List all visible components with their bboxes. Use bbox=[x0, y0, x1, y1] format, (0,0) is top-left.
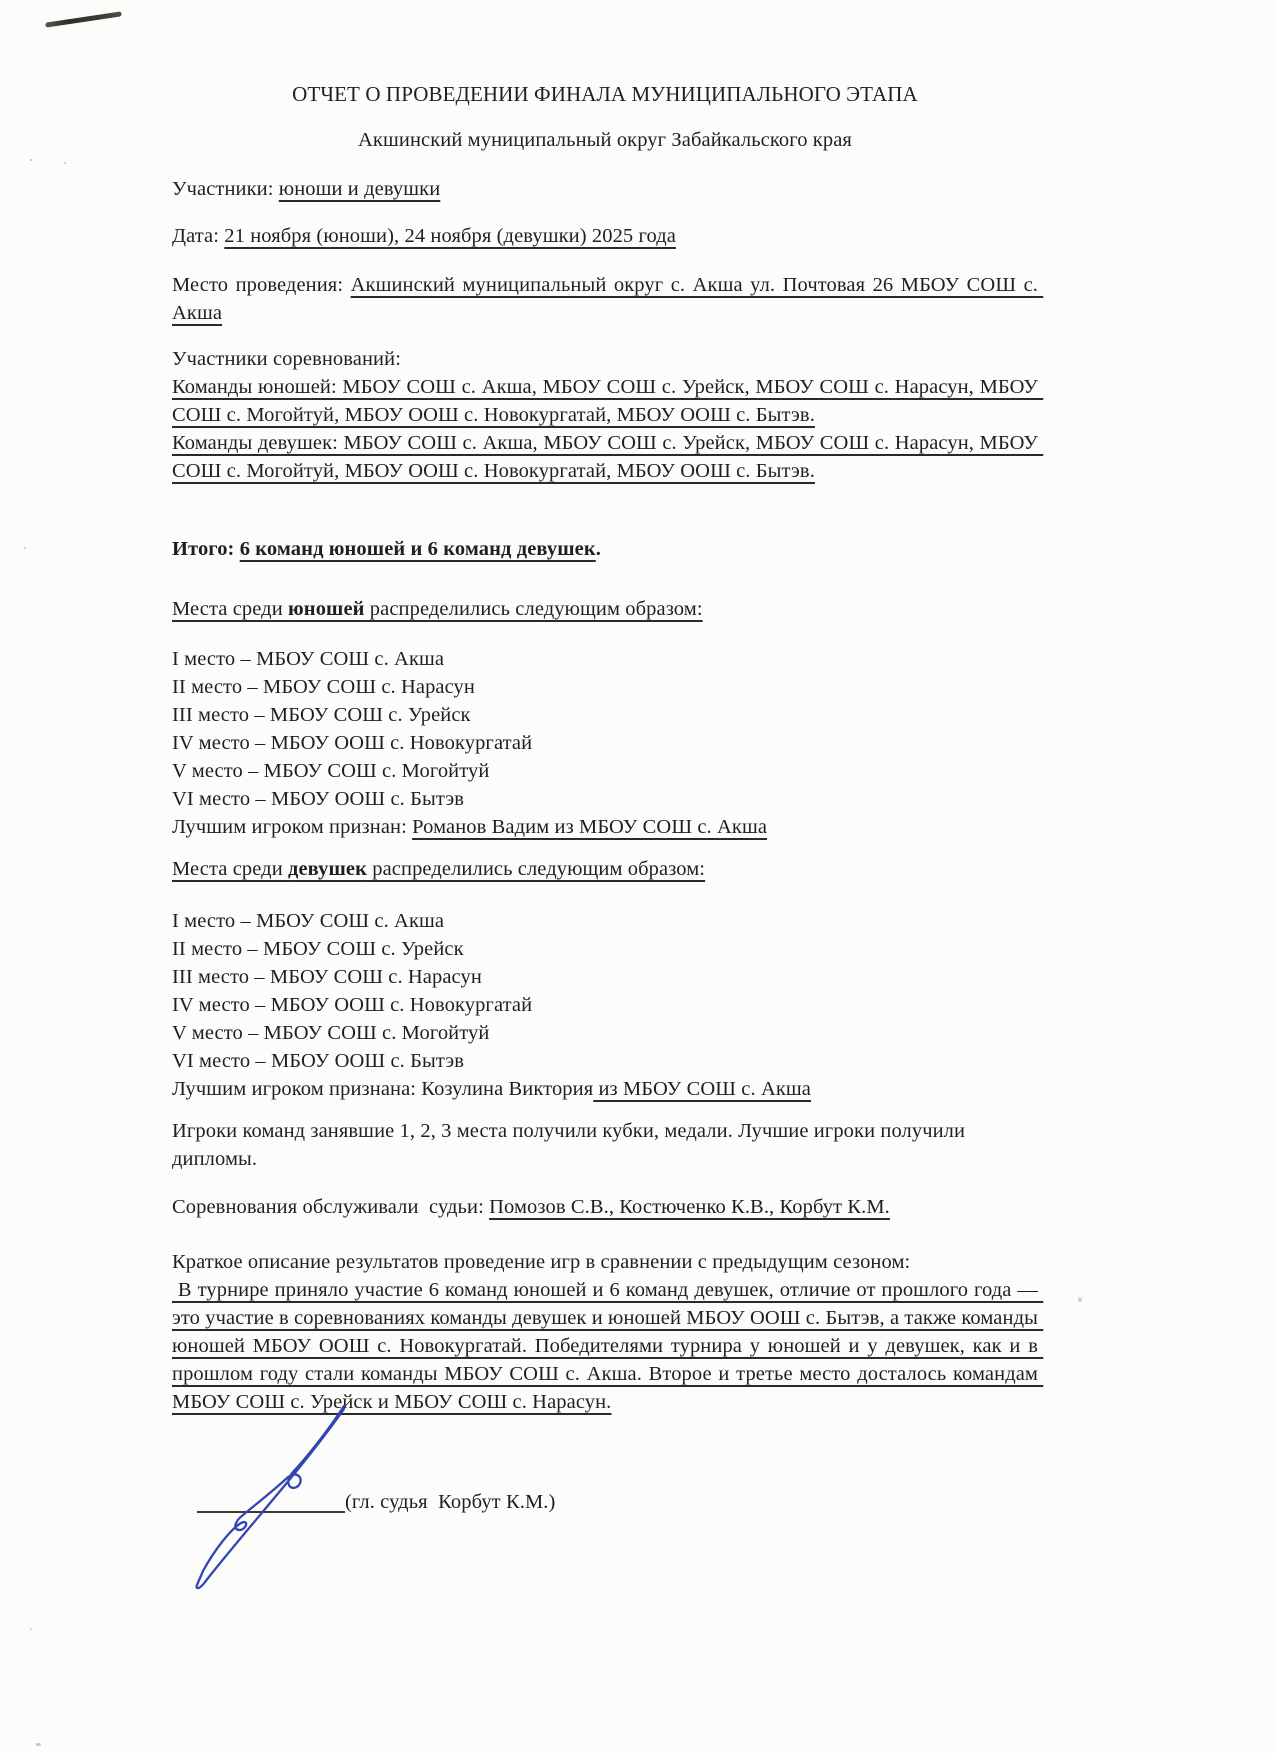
text-run: Акшинский муниципальный округ с. Акша ул. Почтовая 26 МБОУ СОШ с. Акша bbox=[172, 274, 1044, 324]
place-line: V место – МБОУ СОШ с. Могойтуй bbox=[172, 760, 490, 782]
date-line bbox=[172, 222, 1038, 250]
scan-speck bbox=[30, 1628, 32, 1630]
girls-best-player-line bbox=[172, 1075, 1038, 1103]
boys-places-list bbox=[172, 645, 1038, 813]
text-run: Участники: bbox=[172, 178, 279, 200]
text-run: Итого: bbox=[172, 538, 240, 560]
venue-line bbox=[172, 271, 1044, 327]
place-line: III место – МБОУ СОШ с. Нарасун bbox=[172, 966, 482, 988]
summary-text bbox=[172, 1276, 1044, 1416]
document-body bbox=[172, 80, 1044, 1516]
text-run: . bbox=[595, 538, 601, 560]
place-line: II место – МБОУ СОШ с. Нарасун bbox=[172, 676, 475, 698]
text-run: Лучшим игроком признан: bbox=[172, 816, 413, 838]
text-run: Команды юношей: МБОУ СОШ с. Акша, МБОУ СОШ с. Урейск, МБОУ СОШ с. Нарасун, МБОУ СОШ с. Могойтуй, МБОУ ООШ с. Новокургатай, МБОУ ООШ с. Бытэв. bbox=[172, 376, 1044, 426]
teams-header bbox=[172, 345, 1038, 373]
text-run: Лучшим игроком признана: Козулина Виктория bbox=[172, 1078, 594, 1100]
text-run: Игроки команд занявшие 1, 2, 3 места получили кубки, медали. Лучшие игроки получили дипломы. bbox=[172, 1120, 971, 1170]
place-line: II место – МБОУ СОШ с. Урейск bbox=[172, 938, 464, 960]
text-run: Соревнования обслуживали судьи: bbox=[172, 1196, 490, 1218]
place-line: IV место – МБОУ ООШ с. Новокургатай bbox=[172, 994, 533, 1016]
signature-label: (гл. судья Корбут К.М.) bbox=[345, 1491, 556, 1513]
text-run: девушек bbox=[288, 858, 368, 880]
place-line: I место – МБОУ СОШ с. Акша bbox=[172, 648, 445, 670]
pen-mark bbox=[45, 11, 122, 27]
teams-girls-line bbox=[172, 429, 1044, 485]
text-run: Помозов С.В., Костюченко К.В., Корбут К.М. bbox=[489, 1196, 890, 1218]
signature-underscore bbox=[197, 1511, 345, 1513]
text-run: распределились следующим образом: bbox=[364, 598, 703, 620]
text-run: Краткое описание результатов проведение игр в сравнении с предыдущим сезоном: bbox=[172, 1251, 911, 1273]
scan-speck bbox=[1078, 1297, 1082, 1302]
place-line: I место – МБОУ СОШ с. Акша bbox=[172, 910, 445, 932]
place-line: VI место – МБОУ ООШ с. Бытэв bbox=[172, 1050, 465, 1072]
total-line bbox=[172, 535, 1038, 563]
text-run: В турнире приняло участие 6 команд юношей и 6 команд девушек, отличие от прошлого года — это участие в соревнованиях команды девушек и юношей МБОУ ООШ с. Бытэв, а также команды юношей МБОУ ООШ с. Новокургатай. Победителями турнира у юношей и у девушек, как и в прошлом году стали команды МБОУ СОШ с. Акша. Второе и третье место досталось командам МБОУ СОШ с. Урейск и МБОУ СОШ с. Нарасун. bbox=[172, 1279, 1044, 1413]
text-run: Романов Вадим из МБОУ СОШ с. Акша bbox=[412, 816, 768, 838]
teams-boys-line bbox=[172, 373, 1044, 429]
text-run: Участники соревнований: bbox=[172, 348, 401, 370]
participants-line bbox=[172, 175, 1038, 203]
scan-speck bbox=[64, 162, 66, 164]
boys-best-player-line bbox=[172, 813, 1038, 841]
scan-speck bbox=[30, 159, 32, 161]
text-run: 6 команд юношей и 6 команд девушек bbox=[239, 538, 596, 560]
summary-header bbox=[172, 1248, 1038, 1276]
signature-row bbox=[172, 1488, 1038, 1516]
text-run: Дата: bbox=[172, 225, 225, 247]
boys-places-header bbox=[172, 595, 1038, 623]
text-run: из МБОУ СОШ с. Акша bbox=[593, 1078, 812, 1100]
awards-line bbox=[172, 1117, 1038, 1173]
document-title: ОТЧЕТ О ПРОВЕДЕНИИ ФИНАЛА МУНИЦИПАЛЬНОГО ЭТАПА bbox=[292, 82, 918, 106]
text-run: Команды девушек: МБОУ СОШ с. Акша, МБОУ СОШ с. Урейск, МБОУ СОШ с. Нарасун, МБОУ СОШ с. Могойтуй, МБОУ ООШ с. Новокургатай, МБОУ ООШ с. Бытэв. bbox=[172, 432, 1044, 482]
text-run: распределились следующим образом: bbox=[367, 858, 706, 880]
place-line: III место – МБОУ СОШ с. Урейск bbox=[172, 704, 471, 726]
document-subtitle: Акшинский муниципальный округ Забайкальского края bbox=[358, 129, 852, 151]
scan-speck bbox=[36, 1743, 41, 1746]
text-run: Место проведения: bbox=[172, 274, 351, 296]
place-line: V место – МБОУ СОШ с. Могойтуй bbox=[172, 1022, 490, 1044]
text-run: 21 ноября (юноши), 24 ноября (девушки) 2025 года bbox=[224, 225, 676, 247]
girls-places-list bbox=[172, 907, 1038, 1075]
text-run: Места среди bbox=[172, 598, 289, 620]
text-run: Места среди bbox=[172, 858, 289, 880]
place-line: VI место – МБОУ ООШ с. Бытэв bbox=[172, 788, 465, 810]
text-run: юношей bbox=[288, 598, 365, 620]
judges-line bbox=[172, 1193, 1038, 1221]
scan-speck bbox=[24, 547, 26, 549]
girls-places-header bbox=[172, 855, 1038, 883]
text-run: юноши и девушки bbox=[278, 178, 441, 200]
place-line: IV место – МБОУ ООШ с. Новокургатай bbox=[172, 732, 533, 754]
